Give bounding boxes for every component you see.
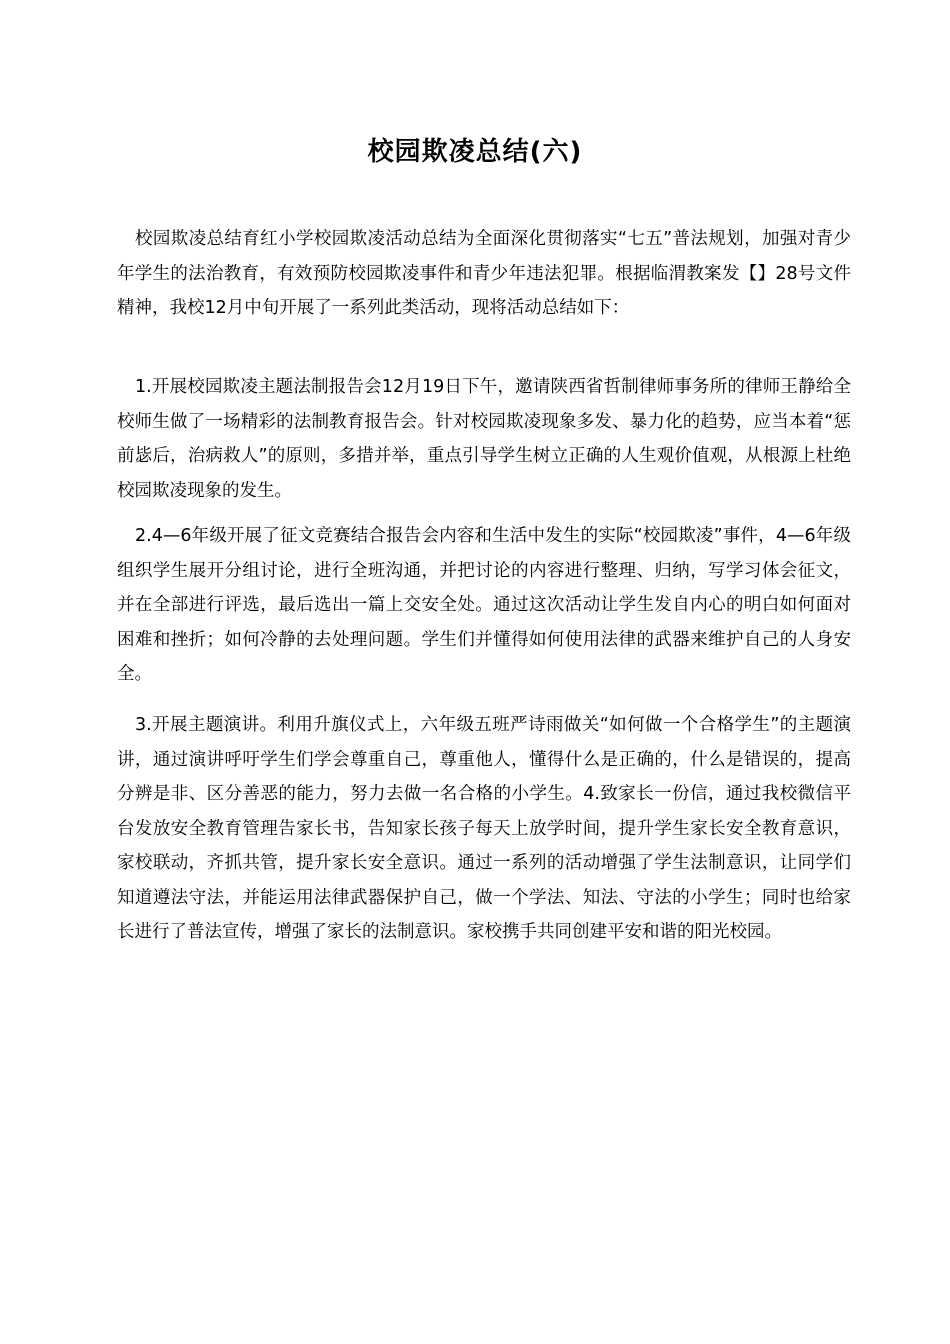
document-title: 校园欺凌总结(六)	[367, 137, 583, 167]
item-1-paragraph: 1.开展校园欺凌主题法制报告会12月19日下午，邀请陕西省哲制律师事务所的律师王静给全校师生做了一场精彩的法制教育报告会。针对校园欺凌现象多发、暴力化的趋势，应当本着“惩前毖后，治病救人”的原则，多措并举，重点引导学生树立正确的人生观价值观，从根源上杜绝校园欺凌现象的发生。	[117, 377, 851, 501]
intro-paragraph: 校园欺凌总结育红小学校园欺凌活动总结为全面深化贯彻落实“七五”普法规划，加强对青少年学生的法治教育，有效预防校园欺凌事件和青少年违法犯罪。根据临渭教案发【】28号文件精神，我校12月中旬开展了一系列此类活动，现将活动总结如下：	[117, 229, 851, 318]
item-2-paragraph: 2.4—6年级开展了征文竞赛结合报告会内容和生活中发生的实际“校园欺凌”事件，4—6年级组织学生展开分组讨论，进行全班沟通，并把讨论的内容进行整理、归纳，写学习体会征文，并在全部进行评选，最后选出一篇上交安全处。通过这次活动让学生发自内心的明白如何面对困难和挫折；如何冷静的去处理问题。学生们并懂得如何使用法律的武器来维护自己的人身安全。	[117, 526, 851, 684]
item-3-paragraph: 3.开展主题演讲。利用升旗仪式上，六年级五班严诗雨做关“如何做一个合格学生”的主题演讲，通过演讲呼吁学生们学会尊重自己，尊重他人，懂得什么是正确的，什么是错误的，提高分辨是非、区分善恶的能力，努力去做一名合格的小学生。4.致家长一份信，通过我校微信平台发放安全教育管理告家长书，告知家长孩子每天上放学时间，提升学生家长安全教育意识，家校联动，齐抓共管，提升家长安全意识。通过一系列的活动增强了学生法制意识，让同学们知道遵法守法，并能运用法律武器保护自己，做一个学法、知法、守法的小学生；同时也给家长进行了普法宣传，增强了家长的法制意识。家校携手共同创建平安和谐的阳光校园。	[117, 715, 851, 942]
